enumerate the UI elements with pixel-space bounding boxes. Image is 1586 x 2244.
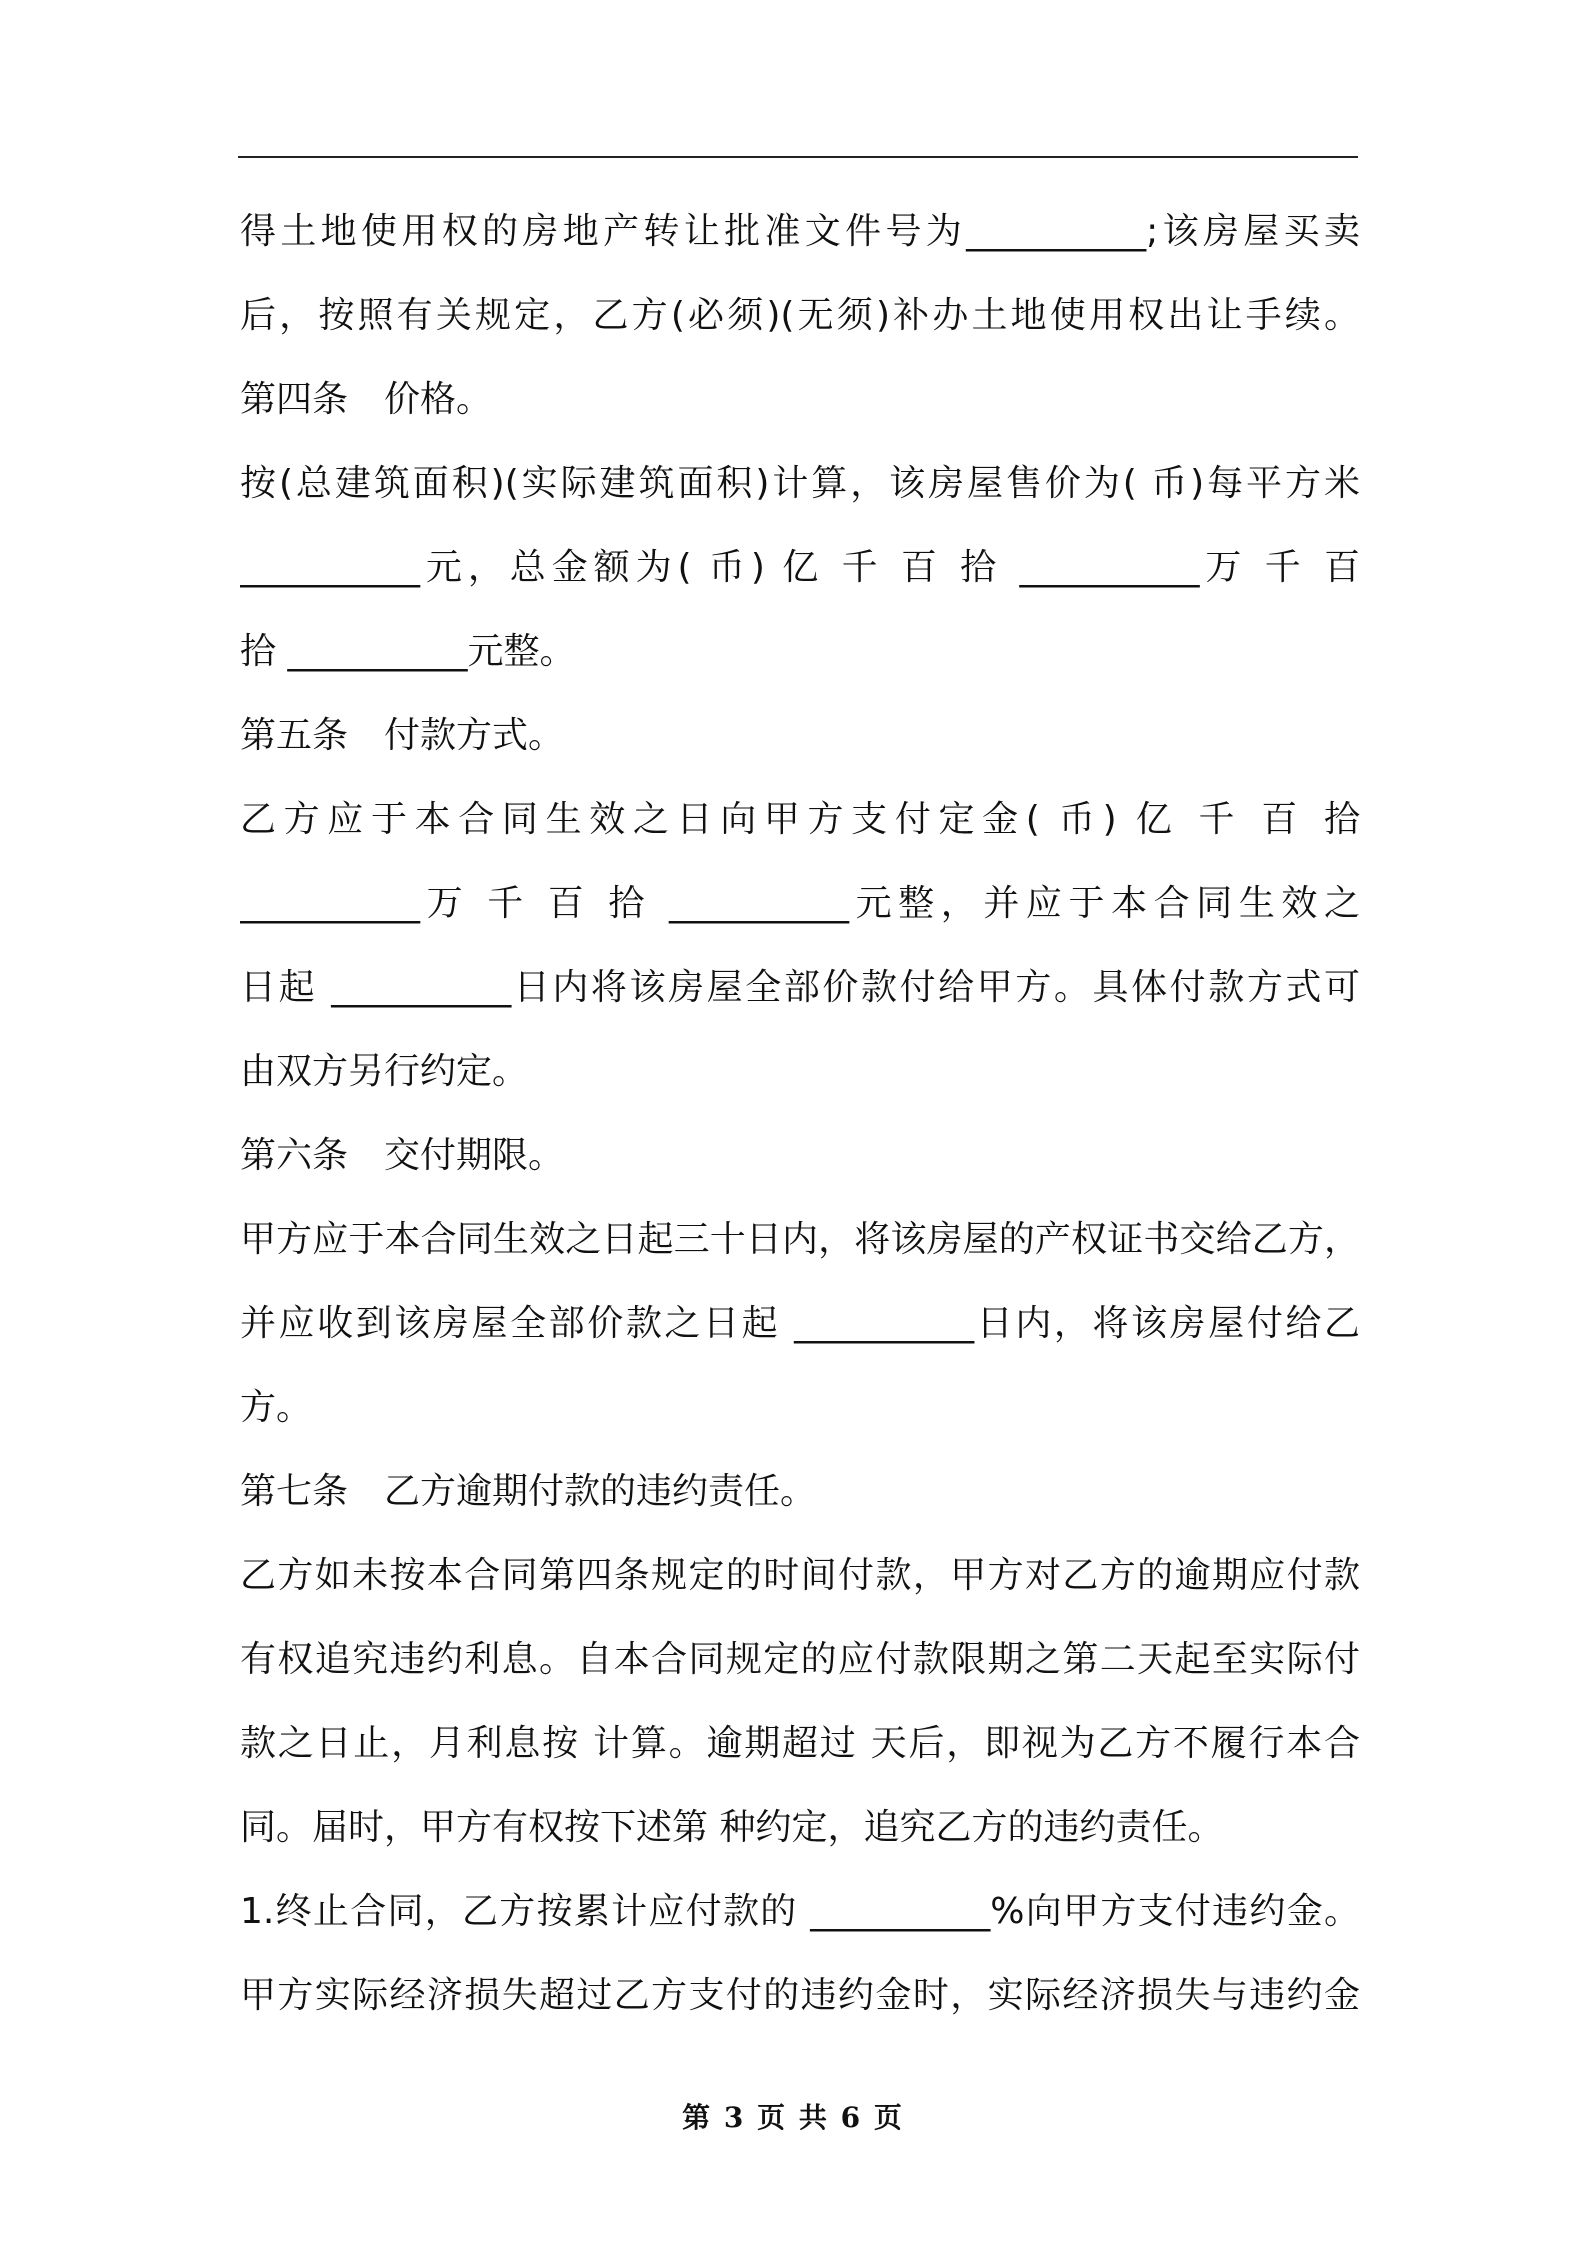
text-line: 日起 __________日内将该房屋全部价款付给甲方。具体付款方式可 — [240, 967, 1360, 1008]
text-line: 甲方实际经济损失超过乙方支付的违约金时，实际经济损失与违约金 — [240, 1975, 1360, 2016]
text-line: __________万 千 百 拾 __________元整，并应于本合同生效之 — [240, 883, 1360, 924]
contract-body — [240, 190, 1360, 2038]
text-line: 方。 — [240, 1387, 313, 1428]
text-line: 乙方如未按本合同第四条规定的时间付款，甲方对乙方的逾期应付款 — [240, 1555, 1360, 1596]
text-line: 按(总建筑面积)(实际建筑面积)计算，该房屋售价为( 币)每平方米 — [240, 463, 1360, 504]
text-line: 并应收到该房屋全部价款之日起 __________日内，将该房屋付给乙 — [240, 1303, 1360, 1344]
text-line: 乙方应于本合同生效之日向甲方支付定金( 币) 亿 千 百 拾 — [240, 799, 1360, 840]
text-line: 1.终止合同，乙方按累计应付款的 __________%向甲方支付违约金。 — [240, 1891, 1360, 1932]
header-rule — [238, 156, 1358, 158]
article-heading: 第七条 乙方逾期付款的违约责任。 — [240, 1471, 817, 1512]
text-line: 甲方应于本合同生效之日起三十日内，将该房屋的产权证书交给乙方， — [240, 1219, 1360, 1260]
page-number: 第 3 页 共 6 页 — [682, 2101, 904, 2134]
article-heading: 第六条 交付期限。 — [240, 1135, 565, 1176]
text-line: 同。届时，甲方有权按下述第 种约定，追究乙方的违约责任。 — [240, 1807, 1224, 1848]
text-line: 由双方另行约定。 — [240, 1051, 529, 1092]
text-line: 款之日止，月利息按 计算。逾期超过 天后，即视为乙方不履行本合 — [240, 1723, 1360, 1764]
text-line: 拾 __________元整。 — [240, 631, 576, 672]
text-line: 得土地使用权的房地产转让批准文件号为__________;该房屋买卖 — [240, 211, 1360, 252]
text-line: __________元，总金额为( 币) 亿 千 百 拾 __________万 千 百 — [240, 547, 1360, 588]
article-heading: 第五条 付款方式。 — [240, 715, 565, 756]
text-line: 后，按照有关规定，乙方(必须)(无须)补办土地使用权出让手续。 — [240, 295, 1360, 336]
text-line: 有权追究违约利息。自本合同规定的应付款限期之第二天起至实际付 — [240, 1639, 1360, 1680]
article-heading: 第四条 价格。 — [240, 379, 493, 420]
